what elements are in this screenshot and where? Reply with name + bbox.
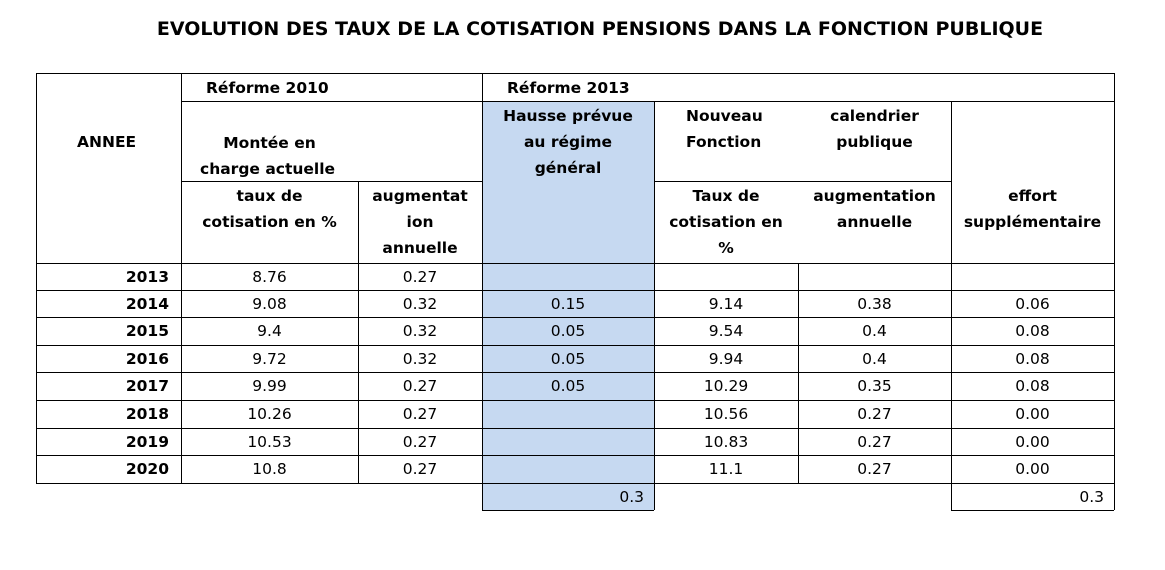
- pension-table: ANNEE Réforme 2010 Réforme 2013 Montée en charge actuelle Hausse prévue au régime général Nouveau Fonction calendrier publique taux de cotisation en % augmentat ion annuelle Taux de cotisation en % augmentation annuelle effort supplémentaire 2013 8.76 0.27 2014 9.08 0.32 0.15 9.14 0.38 0.06 2015 9.4 0.32 0.05 9.54 0.4 0.08 2016 9.72 0.32 0.05 9.94 0.4 0.08 2017 9.99 0.27 0.05 10.29 0.35 0.08 2018 10.26 0.27 10.56 0.27 0.00 2019 10.53 0.27 10.83 0.27 0.00 2020 10.8 0.27 11.1 0.27 0.00 0.3 0.3: [0, 0, 1165, 570]
- header-annee: ANNEE: [77, 133, 137, 151]
- total-effort: 0.3: [1079, 488, 1104, 506]
- total-hausse: 0.3: [619, 488, 644, 506]
- header-reforme-2013: Réforme 2013: [507, 79, 630, 97]
- header-reforme-2010: Réforme 2010: [206, 79, 329, 97]
- page-title: EVOLUTION DES TAUX DE LA COTISATION PENSIONS DANS LA FONCTION PUBLIQUE: [156, 18, 1044, 40]
